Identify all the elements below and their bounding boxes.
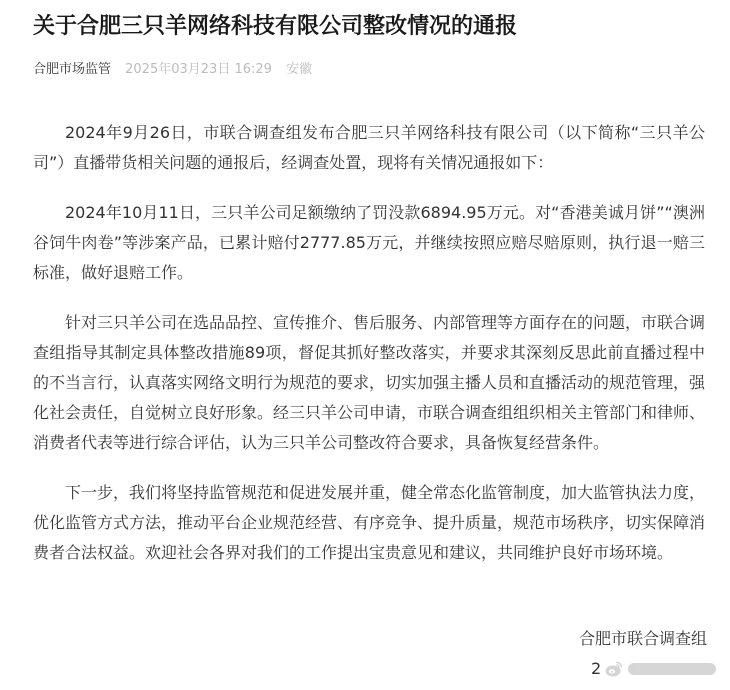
- publish-region: 安徽: [286, 62, 313, 77]
- article-body: [33, 118, 705, 588]
- weibo-logo-icon: [604, 659, 624, 679]
- article-title: 关于合肥三只羊网络科技有限公司整改情况的通报: [33, 14, 518, 39]
- publish-time: 2025年03月23日 16:29: [125, 62, 272, 77]
- signature: 合肥市联合调查组: [578, 629, 707, 648]
- weibo-watermark: [604, 659, 720, 679]
- paragraph-2: 2024年10月11日，三只羊公司足额缴纳了罚没款6894.95万元。对“香港美诚月饼”“澳洲谷饲牛肉卷”等涉案产品，已累计赔付2777.85万元，并继续按照应赔尽赔原则，执行退一赔三标准，做好退赔工作。: [33, 203, 705, 282]
- paragraph-4: 下一步，我们将坚持监管规范和促进发展并重，健全常态化监管制度，加大监管执法力度，优化监管方式方法，推动平台企业规范经营、有序竞争、提升质量，规范市场秩序，切实保障消费者合法权益。欢迎社会各界对我们的工作提出宝贵意见和建议，共同维护良好市场环境。: [33, 483, 706, 562]
- paragraph-1: 2024年9月26日，市联合调查组发布合肥三只羊网络科技有限公司（以下简称“三只羊公司”）直播带货相关问题的通报后，经调查处置，现将有关情况通报如下：: [33, 123, 705, 172]
- watermark-text-blur: [628, 663, 716, 675]
- source-name[interactable]: 合肥市场监管: [33, 62, 112, 77]
- paragraph-3: 针对三只羊公司在选品品控、宣传推介、售后服务、内部管理等方面存在的问题，市联合调查组指导其制定具体整改措施89项，督促其抓好整改落实，并要求其深刻反思此前直播过程中的不当言行，认真落实网络文明行为规范的要求，切实加强主播人员和直播活动的规范管理，强化社会责任，自觉树立良好形象。经三只羊公司申请，市联合调查组组织相关主管部门和律师、消费者代表等进行综合评估，认为三只羊公司整改符合要求，具备恢复经营条件。: [33, 313, 706, 452]
- article-meta: [33, 60, 312, 80]
- signature-date: 2: [591, 659, 602, 678]
